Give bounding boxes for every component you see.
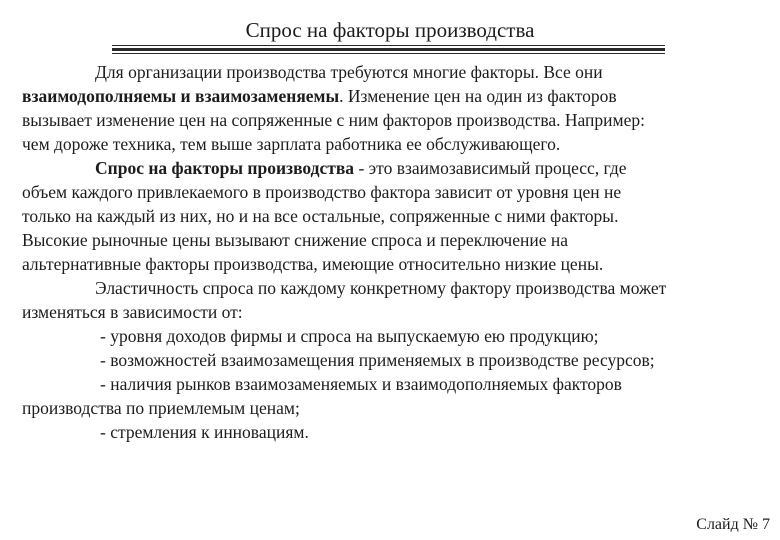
title-underline-thick	[112, 48, 665, 51]
list-item: - наличия рынков взаимозаменяемых и взаимодополняемых факторов	[100, 374, 622, 394]
title-underline-top	[112, 45, 665, 46]
text-line: изменяться в зависимости от:	[22, 302, 243, 322]
list-item: - уровня доходов фирмы и спроса на выпускаемую ею продукцию;	[100, 326, 599, 346]
text-fragment: - это взаимозависимый процесс, где	[354, 158, 627, 178]
bold-term: Спрос на факторы производства	[95, 158, 355, 178]
list-item: - возможностей взаимозамещения применяемых в производстве ресурсов;	[100, 350, 655, 370]
text-line: вызывает изменение цен на сопряженные с ним факторов производства. Например:	[22, 110, 645, 130]
text-line: чем дороже техника, тем выше зарплата работника ее обслуживающего.	[22, 134, 561, 154]
text-line: Эластичность спроса по каждому конкретному фактору производства может	[95, 278, 667, 298]
text-line	[22, 84, 764, 108]
slide-title: Спрос на факторы производства	[245, 18, 535, 42]
bold-term: взаимодополняемы и взаимозаменяемы	[22, 86, 340, 106]
text-line: только на каждый из них, но и на все остальные, сопряженные с ними факторы.	[22, 206, 619, 226]
slide-number: Слайд № 7	[696, 516, 770, 533]
title-underline-bottom	[112, 53, 665, 54]
text-line: объем каждого привлекаемого в производство фактора зависит от уровня цен не	[22, 182, 622, 202]
list-item: - стремления к инновациям.	[100, 422, 309, 442]
text-line: Высокие рыночные цены вызывают снижение спроса и переключение на	[22, 230, 568, 250]
text-line: альтернативные факторы производства, имеющие относительно низкие цены.	[22, 254, 604, 274]
text-fragment: . Изменение цен на один из факторов	[339, 86, 617, 106]
text-line: Для организации производства требуются многие факторы. Все они	[95, 62, 603, 82]
slide-body	[22, 60, 764, 444]
text-line	[22, 156, 764, 180]
text-line: производства по приемлемым ценам;	[22, 398, 300, 418]
